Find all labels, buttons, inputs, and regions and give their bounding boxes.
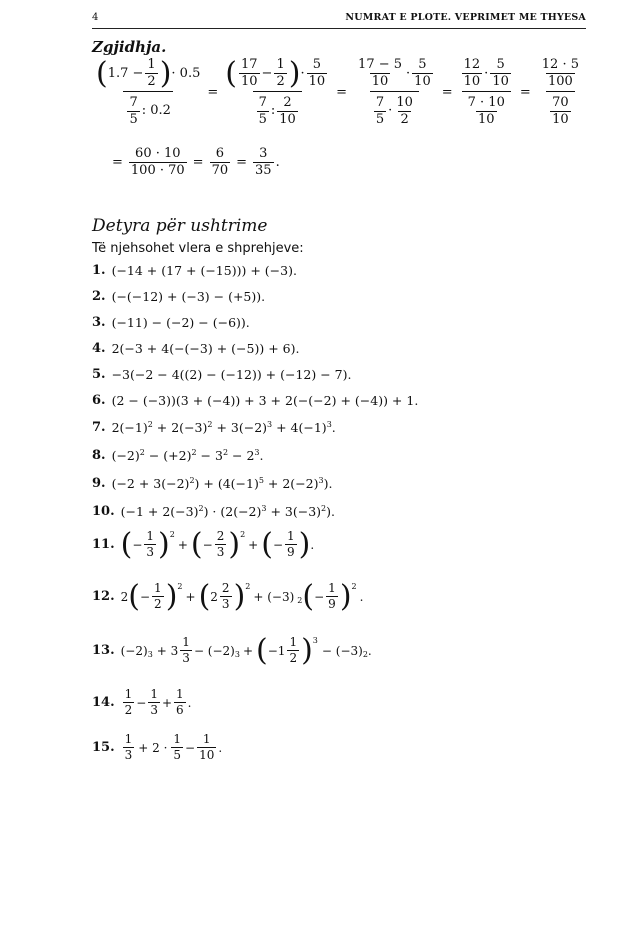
math-text: (−1 + 2(−3): [120, 504, 199, 520]
exercise-expression: [121, 504, 335, 519]
math-text: : 0.2: [141, 103, 171, 119]
exercise-number: 12.: [92, 589, 115, 605]
math-text: ·: [406, 65, 411, 81]
math-text: 10: [241, 74, 258, 90]
math-text: 1: [146, 529, 155, 543]
solution-term-4: [458, 58, 515, 127]
math-text: + 3: [156, 643, 179, 658]
math-text: .: [218, 740, 223, 755]
exercise-item: [92, 633, 372, 669]
math-text: −: [272, 537, 283, 552]
math-text: 3: [216, 545, 225, 560]
math-text: − (−2): [193, 643, 235, 658]
math-text: ) · (2(−2): [203, 504, 262, 520]
math-text: 6: [176, 703, 184, 718]
math-text: 1: [287, 529, 295, 543]
math-text: −: [261, 65, 273, 81]
math-text: 10: [414, 74, 431, 90]
math-text: 2: [283, 94, 292, 110]
exercise-expression: (−11) − (−2) − (−6)).: [111, 315, 250, 330]
math-text: 2: [147, 74, 156, 90]
exponent: 2: [362, 650, 368, 659]
exponent: 2: [351, 582, 357, 591]
exercise-item: [92, 448, 263, 463]
exercise-item: [92, 263, 297, 278]
math-text: 10: [396, 94, 413, 110]
math-text: 2: [216, 529, 225, 543]
exponent: 2: [177, 582, 183, 591]
exponent: 3: [261, 504, 267, 513]
math-text: 1: [150, 687, 158, 701]
exponent: 3: [318, 476, 324, 485]
math-text: + 3(−3): [266, 504, 322, 520]
math-text: ).: [323, 476, 333, 492]
exercise-item: [92, 476, 332, 491]
math-text: +: [185, 589, 196, 604]
math-text: + 2(−2): [263, 476, 319, 492]
math-text: 17: [241, 57, 258, 72]
math-text: (−2): [120, 643, 148, 658]
equals-sign: =: [519, 85, 531, 101]
exponent: 2: [147, 420, 153, 429]
math-text: 7: [258, 94, 267, 110]
math-text: 12 · 5: [541, 57, 579, 72]
exercise-item: [92, 341, 299, 356]
math-text: 10: [492, 74, 509, 90]
exponent: 3: [234, 650, 240, 659]
math-text: 5: [375, 111, 385, 127]
math-text: 9: [287, 545, 295, 560]
exercise-number: 10.: [92, 504, 115, 520]
math-text: 10: [371, 74, 389, 90]
exercise-item: [92, 688, 192, 717]
math-text: 3: [124, 748, 133, 763]
exercise-item: [92, 527, 315, 563]
exponent: 2: [189, 476, 195, 485]
math-text: 6: [215, 146, 224, 161]
exercise-number: 6.: [92, 393, 106, 408]
math-text: 5: [129, 111, 138, 127]
equals-sign: =: [336, 85, 348, 101]
equals-sign: =: [192, 155, 204, 171]
math-text: · 0.5: [171, 65, 201, 81]
math-text: 2: [276, 74, 285, 90]
math-text: 12: [463, 57, 481, 72]
solution-line-1: [92, 58, 587, 127]
exercise-item: [92, 733, 222, 762]
exercise-expression: 2(−3 + 4(−(−3) + (−5)) + 6).: [111, 341, 300, 356]
math-text: + 3(−2): [212, 420, 268, 436]
math-text: 35: [255, 163, 272, 179]
math-text: ·: [300, 65, 305, 81]
exercise-expression: (−14 + (17 + (−15))) + (−3).: [111, 263, 297, 278]
section-title: Detyra për ushtrime: [92, 216, 268, 236]
math-text: 7: [129, 94, 138, 110]
exponent: 2: [139, 448, 145, 457]
exercise-number: 3.: [92, 315, 106, 330]
exercise-number: 5.: [92, 367, 106, 382]
exponent: 3: [267, 420, 273, 429]
math-text: 100 · 70: [130, 163, 185, 179]
page-number: 4: [92, 12, 99, 23]
exercise-number: 11.: [92, 537, 115, 553]
math-text: 1: [124, 687, 133, 701]
math-text: ).: [326, 504, 335, 520]
math-text: 100: [547, 74, 573, 90]
exercise-number: 9.: [92, 476, 106, 492]
exercise-item: [92, 420, 336, 435]
exponent: 3: [254, 448, 260, 457]
math-text: +: [161, 695, 173, 710]
math-text: 10: [308, 74, 326, 90]
page-header: [92, 12, 586, 29]
math-text: − (+2): [144, 448, 192, 464]
solution-term-3: [352, 58, 437, 127]
exercise-expression: (−(−12) + (−3) − (+5)).: [111, 289, 266, 304]
math-text: ·: [484, 65, 489, 81]
exercise-number: 15.: [92, 740, 115, 756]
math-text: 1.7 −: [107, 65, 144, 81]
math-text: .: [275, 155, 280, 171]
math-text: 1: [182, 635, 190, 649]
exercise-expression: ( − $\frac{1}{3}$ ) 2 + ( − $\frac{2}{3}$ ) 2 + ( − $\frac{1}{9}$ ) .: [120, 527, 315, 563]
exercise-number: 14.: [92, 695, 115, 711]
math-text: ·: [388, 103, 393, 119]
math-text: 2(−1): [111, 420, 148, 436]
exponent: 3: [147, 650, 153, 659]
math-text: 5: [173, 748, 182, 763]
exercise-expression: (2 − (−3))(3 + (−4)) + 3 + 2(−(−2) + (−4)) + 1.: [111, 393, 419, 408]
instruction-text: Të njehsohet vlera e shprehjeve:: [92, 241, 304, 256]
math-text: .: [187, 695, 192, 710]
math-text: 1: [176, 687, 184, 701]
math-text: 7 · 10: [467, 94, 505, 110]
exercise-expression: [112, 476, 333, 491]
math-text: 3: [182, 651, 190, 666]
equals-sign: =: [207, 85, 219, 101]
math-text: 60 · 10: [135, 146, 181, 161]
exercise-number: 7.: [92, 420, 106, 436]
math-text: + 2(−3): [152, 420, 208, 436]
math-text: 1: [328, 581, 336, 595]
math-text: 1: [154, 581, 162, 595]
math-text: 70: [552, 94, 569, 110]
math-text: .: [331, 420, 336, 436]
math-text: 3: [259, 146, 268, 161]
math-text: .: [259, 448, 264, 464]
math-text: :: [270, 103, 276, 119]
equals-sign: =: [112, 155, 123, 171]
exponent: 2: [222, 448, 229, 457]
math-text: 10: [279, 111, 296, 127]
solution-term-5: [536, 58, 585, 127]
math-text: − 2: [228, 448, 255, 464]
math-text: 2: [124, 703, 133, 718]
exercise-number: 1.: [92, 263, 106, 278]
math-text: 9: [328, 597, 336, 612]
equals-sign: =: [441, 85, 453, 101]
math-text: +: [248, 537, 259, 552]
math-text: −: [202, 537, 213, 552]
equals-sign: =: [236, 155, 248, 171]
math-text: ) + (4(−1): [194, 476, 259, 492]
math-text: − (−3): [321, 643, 363, 658]
math-text: .: [359, 589, 364, 604]
running-title: NUMRAT E PLOTE. VEPRIMET ME THYESA: [345, 12, 586, 23]
exercise-item: [92, 579, 364, 615]
exercise-item: [92, 289, 265, 304]
math-text: .: [310, 537, 315, 552]
exercise-expression: [112, 448, 264, 463]
math-text: 1: [124, 732, 133, 746]
math-text: 5: [496, 57, 505, 72]
math-text: − 3: [196, 448, 223, 464]
exponent: 2: [321, 504, 327, 513]
math-text: (−2 + 3(−2): [111, 476, 190, 492]
math-text: −: [314, 589, 325, 604]
math-text: 1: [173, 732, 182, 746]
math-text: + (−3): [253, 589, 295, 604]
math-text: 17 − 5: [358, 57, 403, 72]
exercise-number: 2.: [92, 289, 106, 304]
solution-term-1: ( 1.7 − $\frac{1}{2}$ ) · 0.5 $\frac{7}{5}$ : 0.2: [96, 56, 201, 127]
math-text: 2: [221, 581, 230, 595]
math-text: 2: [400, 111, 409, 127]
exercise-number: 13.: [92, 643, 115, 659]
math-text: 10: [552, 111, 569, 127]
math-text: 7: [375, 94, 385, 110]
exponent: 2: [240, 530, 246, 539]
exponent: 2: [191, 448, 197, 457]
exercise-expression: (−2) 3 + 3 $\frac{1}{3}$ − (−2) 3 + ( −1 $\frac{1}{2}$ ) 3 − (−3) 2 .: [120, 633, 372, 669]
exercise-item: [92, 504, 335, 519]
exponent: 2: [169, 530, 175, 539]
math-text: 2: [120, 589, 129, 604]
solution-line-2: [112, 147, 280, 179]
math-text: 3: [150, 703, 158, 718]
math-text: 3: [146, 545, 155, 560]
exercise-item: [92, 315, 250, 330]
exponent: 5: [258, 476, 264, 485]
exponent: 3: [326, 420, 332, 429]
math-text: 3: [221, 597, 230, 612]
exercise-expression: 2 ( − $\frac{1}{2}$ ) 2 + ( 2 $\frac{2}{3}$ ) 2 + (−3) 2 ( − $\frac{1}{9}$ ) 2 .: [120, 579, 364, 615]
exercise-item: [92, 393, 418, 408]
math-text: −: [185, 740, 196, 755]
solution-label: Zgjidhja.: [92, 38, 167, 56]
math-text: 2: [289, 651, 298, 666]
exercise-number: 8.: [92, 448, 106, 464]
exponent: 3: [312, 636, 318, 645]
math-text: 1: [289, 635, 298, 649]
exponent: 2: [207, 420, 213, 429]
math-text: .: [367, 643, 372, 658]
math-text: 5: [312, 57, 321, 72]
exponent: 2: [297, 596, 303, 605]
math-text: −: [136, 695, 147, 710]
exercise-number: 4.: [92, 341, 106, 356]
math-text: 10: [199, 748, 215, 763]
math-text: −: [132, 537, 143, 552]
math-text: −1: [267, 643, 286, 658]
exponent: 2: [245, 582, 251, 591]
math-text: 2: [154, 597, 162, 612]
math-text: 5: [258, 111, 267, 127]
math-text: 1: [147, 57, 156, 72]
math-text: 10: [463, 74, 481, 90]
math-text: + 4(−1): [272, 420, 327, 436]
math-text: 70: [211, 163, 229, 179]
math-text: 10: [477, 111, 495, 127]
math-text: +: [242, 643, 254, 658]
exercise-expression: −3(−2 − 4((2) − (−12)) + (−12) − 7).: [111, 367, 352, 382]
exercise-expression: [121, 688, 192, 717]
math-text: −: [139, 589, 151, 604]
exercise-expression: [121, 733, 223, 762]
solution-term-2: ( $\frac{17}{10}$ − $\frac{1}{2}$ ) · $\frac{5}{10}$ $\frac{7}{5}$ : $\frac{2}{10}$: [225, 56, 326, 127]
exercise-item: [92, 367, 351, 382]
math-text: 1: [202, 732, 211, 746]
math-text: + 2 ·: [138, 740, 168, 755]
math-text: 5: [418, 57, 427, 72]
math-text: (−2): [111, 448, 140, 464]
math-text: +: [177, 537, 188, 552]
exponent: 2: [198, 504, 204, 513]
math-text: 1: [276, 57, 285, 72]
math-text: 2: [210, 589, 218, 604]
exercise-expression: [112, 420, 336, 435]
